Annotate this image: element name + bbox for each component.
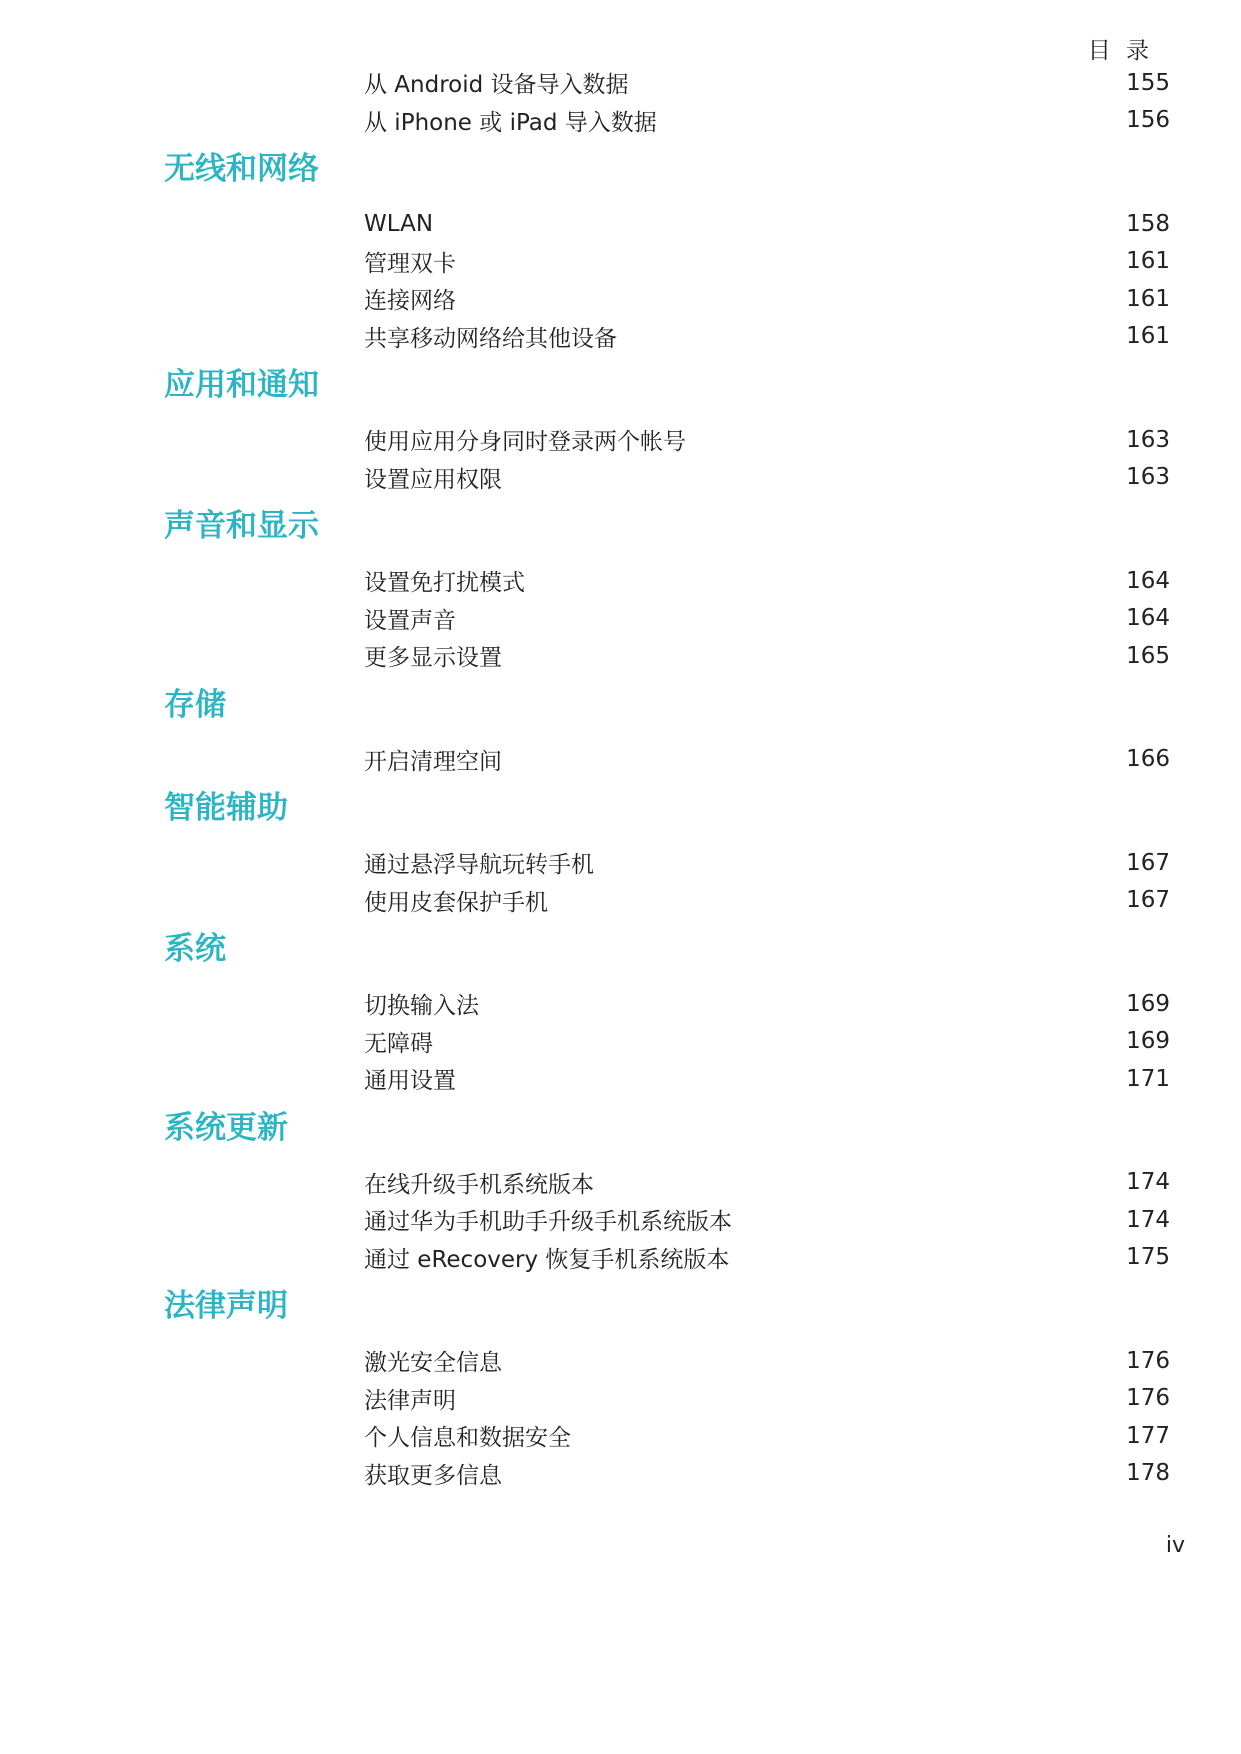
toc-entry-title: 设置免打扰模式 (364, 570, 525, 597)
toc-entry[interactable] (164, 985, 1170, 1023)
toc-header-label: 目 录 (1087, 38, 1153, 64)
toc-entry-title: 法律声明 (364, 1387, 456, 1414)
toc-entry-title: 设置声音 (364, 607, 456, 634)
toc-entry-page: 164 (1126, 605, 1170, 632)
toc-section-title[interactable]: 系统更新 (164, 1109, 288, 1146)
toc-entry-page: 169 (1126, 990, 1170, 1017)
toc-entry[interactable] (164, 421, 1170, 459)
toc-entry-title: 从 iPhone 或 iPad 导入数据 (364, 109, 657, 136)
toc-entry-page: 166 (1126, 746, 1170, 773)
toc-entry[interactable] (164, 1380, 1170, 1418)
toc-entry-title: 通过悬浮导航玩转手机 (364, 852, 594, 879)
toc-section-title[interactable]: 法律声明 (164, 1288, 288, 1324)
toc-section-title[interactable]: 系统 (164, 931, 226, 967)
toc-entry-page: 176 (1126, 1347, 1170, 1374)
toc-entry[interactable] (164, 741, 1170, 779)
toc-entry-page: 163 (1126, 426, 1170, 453)
toc-section (164, 498, 1170, 675)
toc-entry-title: 更多显示设置 (364, 645, 502, 672)
toc-section-title[interactable]: 智能辅助 (164, 790, 288, 826)
toc-entry-title: 使用皮套保护手机 (364, 889, 548, 916)
toc-section (164, 921, 1170, 1098)
toc-entry-page: 178 (1126, 1460, 1170, 1487)
toc-entry[interactable] (164, 1417, 1170, 1455)
toc-entry-page: 165 (1126, 642, 1170, 669)
toc-entry-title: 获取更多信息 (364, 1462, 502, 1489)
toc-entry-page: 177 (1126, 1422, 1170, 1449)
toc-entry[interactable] (164, 280, 1170, 318)
toc-section (164, 677, 1170, 779)
toc-entry-title: 通过 eRecovery 恢复手机系统版本 (364, 1246, 730, 1273)
toc-section-title[interactable]: 存储 (164, 686, 226, 723)
toc-entry-title: 开启清理空间 (364, 748, 502, 775)
toc-entry[interactable] (164, 637, 1170, 675)
toc-entry-title: 个人信息和数据安全 (364, 1425, 571, 1452)
toc-entry-title: 管理双卡 (364, 250, 456, 277)
toc-entry-page: 175 (1126, 1244, 1170, 1271)
toc-entry[interactable] (164, 205, 1170, 243)
toc-section-title[interactable]: 应用和通知 (164, 367, 319, 403)
toc-entry-page: 167 (1126, 887, 1170, 914)
toc-entry-title: 共享移动网络给其他设备 (364, 325, 617, 352)
toc-entry-title: 切换输入法 (364, 993, 479, 1020)
toc-entry-page: 169 (1126, 1028, 1170, 1055)
toc-entry-page: 167 (1126, 849, 1170, 876)
toc-entry[interactable] (164, 1060, 1170, 1098)
toc-entry[interactable] (164, 1201, 1170, 1239)
toc-entry[interactable] (164, 1164, 1170, 1202)
toc-entry[interactable] (164, 102, 1170, 140)
toc-entry[interactable] (164, 318, 1170, 356)
toc-entry[interactable] (164, 243, 1170, 281)
toc-entry-page: 161 (1126, 248, 1170, 275)
toc-entry[interactable] (164, 64, 1170, 102)
toc-entry[interactable] (164, 1455, 1170, 1493)
toc-entry[interactable] (164, 844, 1170, 882)
toc-entry[interactable] (164, 882, 1170, 920)
toc-section (164, 357, 1170, 496)
toc-entry-title: 在线升级手机系统版本 (364, 1171, 594, 1198)
toc-entry-page: 155 (1126, 69, 1170, 96)
toc-entry-title: 连接网络 (364, 288, 456, 315)
toc-entry[interactable] (164, 600, 1170, 638)
toc-entry-page: 174 (1126, 1169, 1170, 1196)
toc-entry-page: 164 (1126, 567, 1170, 594)
toc-entry[interactable] (164, 1342, 1170, 1380)
toc-entry[interactable] (164, 459, 1170, 497)
table-of-contents (164, 64, 1170, 1492)
toc-entry-title: 通过华为手机助手升级手机系统版本 (364, 1209, 732, 1236)
toc-entry-title: 使用应用分身同时登录两个帐号 (364, 429, 686, 456)
page-number: iv (1165, 1533, 1185, 1558)
toc-section-title[interactable]: 声音和显示 (164, 508, 319, 544)
toc-entry-page: 176 (1126, 1385, 1170, 1412)
toc-entry-page: 161 (1126, 285, 1170, 312)
toc-entry-page: 156 (1126, 107, 1170, 134)
toc-entry[interactable] (164, 562, 1170, 600)
toc-entry-title: 从 Android 设备导入数据 (364, 72, 629, 99)
toc-entry-title: WLAN (364, 210, 434, 237)
toc-section (164, 1278, 1170, 1492)
toc-entry-page: 174 (1126, 1206, 1170, 1233)
toc-entry-page: 171 (1126, 1065, 1170, 1092)
toc-entry-title: 通用设置 (364, 1068, 456, 1095)
toc-entry-title: 设置应用权限 (364, 466, 502, 493)
toc-entry-page: 161 (1126, 323, 1170, 350)
toc-section (164, 141, 1170, 355)
toc-entry-page: 163 (1126, 464, 1170, 491)
toc-entry[interactable] (164, 1239, 1170, 1277)
toc-section (164, 780, 1170, 919)
toc-section (164, 1100, 1170, 1277)
toc-entry-title: 激光安全信息 (364, 1350, 502, 1377)
toc-entry-title: 无障碍 (364, 1030, 433, 1057)
toc-top-entries (164, 64, 1170, 139)
toc-entry-page: 158 (1126, 210, 1170, 237)
toc-section-title[interactable]: 无线和网络 (164, 151, 319, 187)
toc-entry[interactable] (164, 1023, 1170, 1061)
